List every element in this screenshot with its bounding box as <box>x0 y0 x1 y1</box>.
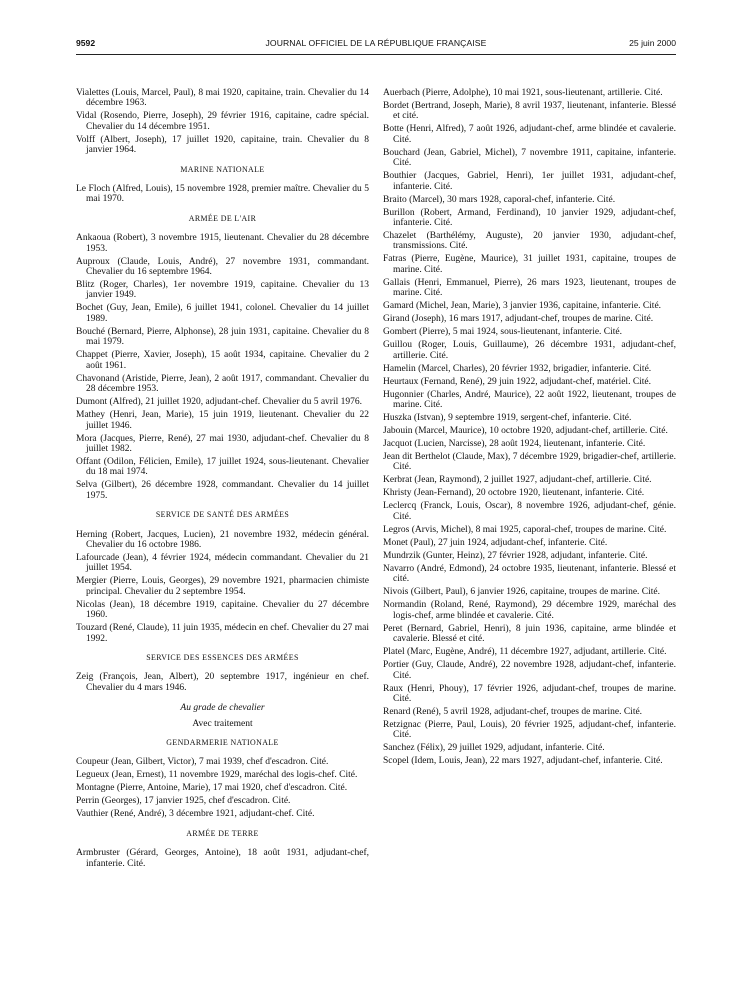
decoration-entry: Lafourcade (Jean), 4 février 1924, médecin commandant. Chevalier du 21 juillet 1954. <box>76 552 369 574</box>
decoration-entry: Gombert (Pierre), 5 mai 1924, sous-lieutenant, infanterie. Cité. <box>383 327 623 338</box>
decoration-entry: Kerbrat (Jean, Raymond), 2 juillet 1927, adjudant-chef, artillerie. Cité. <box>383 475 652 486</box>
decoration-entry: Portier (Guy, Claude, André), 22 novembre 1928, adjudant-chef, infanterie. Cité. <box>383 660 676 681</box>
section-heading: ARMÉE DE TERRE <box>186 828 259 838</box>
decoration-entry: Raux (Henri, Phouy), 17 février 1926, adjudant-chef, troupes de marine. Cité. <box>383 683 676 704</box>
decoration-entry: Legueux (Jean, Ernest), 11 novembre 1929, maréchal des logis-chef. Cité. <box>76 770 358 781</box>
decoration-entry: Bordet (Bertrand, Joseph, Marie), 8 avril 1937, lieutenant, infanterie. Blessé et cité. <box>383 101 676 122</box>
decoration-entry: Chappet (Pierre, Xavier, Joseph), 15 août 1934, capitaine. Chevalier du 2 août 1961. <box>76 350 369 371</box>
section-heading: ARMÉE DE L'AIR <box>188 213 257 223</box>
publication-date: 25 juin 2000 <box>629 38 676 48</box>
decoration-entry: Jean dit Berthelot (Claude, Max), 7 décembre 1929, brigadier-chef, artillerie. Cité. <box>383 452 676 473</box>
decoration-entry: Sanchez (Félix), 29 juillet 1929, adjudant, infanterie. Cité. <box>383 743 605 754</box>
decoration-entry: Mundrzik (Gunter, Heinz), 27 février 1928, adjudant, infanterie. Cité. <box>383 550 648 561</box>
decoration-entry: Mathey (Henri, Jean, Marie), 15 juin 1919, lieutenant. Chevalier du 22 juillet 1946. <box>76 410 369 431</box>
decoration-entry: Offant (Odilon, Félicien, Emile), 17 juillet 1924, sous-lieutenant. Chevalier du 18 mai 1974. <box>76 456 369 478</box>
left-column <box>76 88 369 872</box>
decoration-entry: Jabouin (Marcel, Maurice), 10 octobre 1920, adjudant-chef, artillerie. Cité. <box>383 426 668 437</box>
decoration-entry: Gallais (Henri, Emmanuel, Pierre), 26 mars 1923, lieutenant, troupes de marine. Cité. <box>383 277 676 299</box>
decoration-entry: Braito (Marcel), 30 mars 1928, caporal-chef, infanterie. Cité. <box>383 194 616 205</box>
decoration-entry: Nicolas (Jean), 18 décembre 1919, capitaine. Chevalier du 27 décembre 1960. <box>76 599 369 621</box>
decoration-entry: Bouthier (Jacques, Gabriel, Henri), 1er juillet 1931, adjudant-chef, infanterie. Cité. <box>383 171 676 192</box>
page-header <box>76 38 676 52</box>
decoration-entry: Vialettes (Louis, Marcel, Paul), 8 mai 1920, capitaine, train. Chevalier du 14 décembre 1963. <box>76 88 369 109</box>
header-rule <box>76 54 676 55</box>
decoration-entry: Peret (Bernard, Gabriel, Henri), 8 juin 1936, capitaine, arme blindée et cavalerie. Blessé et cité. <box>383 623 676 645</box>
decoration-entry: Auerbach (Pierre, Adolphe), 10 mai 1921, sous-lieutenant, artillerie. Cité. <box>383 88 663 98</box>
page-number: 9592 <box>76 38 96 48</box>
subheading: Avec traitement <box>192 718 253 729</box>
decoration-entry: Bouchard (Jean, Gabriel, Michel), 7 novembre 1911, capitaine, infanterie. Cité. <box>383 147 676 169</box>
decoration-entry: Monet (Paul), 27 juin 1924, adjudant-chef, infanterie. Cité. <box>383 537 608 548</box>
section-heading: MARINE NATIONALE <box>180 164 265 174</box>
section-heading: GENDARMERIE NATIONALE <box>166 738 279 747</box>
decoration-entry: Dumont (Alfred), 21 juillet 1920, adjudant-chef. Chevalier du 5 avril 1976. <box>76 397 362 408</box>
decoration-entry: Normandin (Roland, René, Raymond), 29 décembre 1929, maréchal des logis-chef, arme blindée et cavalerie. Cité. <box>383 600 676 621</box>
decoration-entry: Coupeur (Jean, Gilbert, Victor), 7 mai 1939, chef d'escadron. Cité. <box>76 757 329 768</box>
decoration-entry: Bochet (Guy, Jean, Emile), 6 juillet 1941, colonel. Chevalier du 14 juillet 1989. <box>76 303 369 324</box>
decoration-entry: Zeig (François, Jean, Albert), 20 septembre 1917, ingénieur en chef. Chevalier du 4 mars 1946. <box>76 672 369 693</box>
journal-title: JOURNAL OFFICIEL DE LA RÉPUBLIQUE FRANÇAISE <box>265 38 487 48</box>
decoration-entry: Platel (Marc, Eugène, André), 11 décembre 1927, adjudant, artillerie. Cité. <box>383 647 667 658</box>
decoration-entry: Perrin (Georges), 17 janvier 1925, chef d'escadron. Cité. <box>76 796 291 807</box>
decoration-entry: Botte (Henri, Alfred), 7 août 1926, adjudant-chef, arme blindée et cavalerie. Cité. <box>383 124 676 145</box>
decoration-entry: Fatras (Pierre, Eugène, Maurice), 31 juillet 1931, capitaine, troupes de marine. Cité. <box>383 254 676 275</box>
decoration-entry: Jacquot (Lucien, Narcisse), 28 août 1924, lieutenant, infanterie. Cité. <box>383 439 646 450</box>
decoration-entry: Navarro (André, Edmond), 24 octobre 1935, lieutenant, infanterie. Blessé et cité. <box>383 563 676 585</box>
decoration-entry: Retzignac (Pierre, Paul, Louis), 20 février 1925, adjudant-chef, infanterie. Cité. <box>383 719 676 741</box>
decoration-entry: Huszka (Istvan), 9 septembre 1919, sergent-chef, infanterie. Cité. <box>383 413 632 424</box>
decoration-entry: Girand (Joseph), 16 mars 1917, adjudant-chef, troupes de marine. Cité. <box>383 314 654 325</box>
decoration-entry: Vidal (Rosendo, Pierre, Joseph), 29 février 1916, capitaine, cadre spécial. Chevalier du 14 décembre 1951. <box>76 111 369 132</box>
decoration-entry: Le Floch (Alfred, Louis), 15 novembre 1928, premier maître. Chevalier du 5 mai 1970. <box>76 184 369 205</box>
decoration-entry: Montagne (Pierre, Antoine, Marie), 17 mai 1920, chef d'escadron. Cité. <box>76 783 348 794</box>
decoration-entry: Nivois (Gilbert, Paul), 6 janvier 1926, capitaine, troupes de marine. Cité. <box>383 587 661 598</box>
decoration-entry: Legros (Arvis, Michel), 8 mai 1925, caporal-chef, troupes de marine. Cité. <box>383 524 667 535</box>
decoration-entry: Chazelet (Barthélémy, Auguste), 20 janvier 1930, adjudant-chef, transmissions. Cité. <box>383 231 676 252</box>
decoration-entry: Leclercq (Franck, Louis, Oscar), 8 novembre 1926, adjudant-chef, génie. Cité. <box>383 501 676 522</box>
decoration-entry: Heurtaux (Fernand, René), 29 juin 1922, adjudant-chef, matériel. Cité. <box>383 376 652 387</box>
decoration-entry: Mergier (Pierre, Louis, Georges), 29 novembre 1921, pharmacien chimiste principal. Chevalier du 2 septembre 1954. <box>76 576 369 597</box>
decoration-entry: Blitz (Roger, Charles), 1er novembre 1919, capitaine. Chevalier du 13 janvier 1949. <box>76 280 369 301</box>
decoration-entry: Hugonnier (Charles, André, Maurice), 22 août 1922, lieutenant, troupes de marine. Cité. <box>383 389 676 411</box>
decoration-entry: Selva (Gilbert), 26 décembre 1928, commandant. Chevalier du 14 juillet 1975. <box>76 480 369 501</box>
section-heading: SERVICE DE SANTÉ DES ARMÉES <box>155 510 290 520</box>
decoration-entry: Vauthier (René, André), 3 décembre 1921, adjudant-chef. Cité. <box>76 809 315 820</box>
decoration-entry: Chavonand (Aristide, Pierre, Jean), 2 août 1917, commandant. Chevalier du 28 décembre 1953. <box>76 373 369 395</box>
decoration-entry: Armbruster (Gérard, Georges, Antoine), 18 août 1931, adjudant-chef, infanterie. Cité. <box>76 848 369 869</box>
decoration-entry: Mora (Jacques, Pierre, René), 27 mai 1930, adjudant-chef. Chevalier du 8 juillet 1982. <box>76 433 369 454</box>
decoration-entry: Renard (René), 5 avril 1928, adjudant-chef, troupes de marine. Cité. <box>383 706 643 717</box>
decoration-entry: Ankaoua (Robert), 3 novembre 1915, lieutenant. Chevalier du 28 décembre 1953. <box>76 233 369 254</box>
decoration-entry: Burillon (Robert, Armand, Ferdinand), 10 janvier 1929, adjudant-chef, infanterie. Cité. <box>383 207 676 229</box>
decoration-entry: Volff (Albert, Joseph), 17 juillet 1920, capitaine, train. Chevalier du 8 janvier 1964. <box>76 134 369 156</box>
section-heading: SERVICE DES ESSENCES DES ARMÉES <box>146 652 299 662</box>
decoration-entry: Guillou (Roger, Louis, Guillaume), 26 décembre 1931, adjudant-chef, artillerie. Cité. <box>383 340 676 361</box>
decoration-entry: Hamelin (Marcel, Charles), 20 février 1932, brigadier, infanterie. Cité. <box>383 363 652 374</box>
decoration-entry: Auproux (Claude, Louis, André), 27 novembre 1931, commandant. Chevalier du 16 septembre 1964. <box>76 256 369 278</box>
decoration-entry: Herning (Robert, Jacques, Lucien), 21 novembre 1932, médecin général. Chevalier du 16 octobre 1986. <box>76 529 369 550</box>
decoration-entry: Touzard (René, Claude), 11 juin 1935, médecin en chef. Chevalier du 27 mai 1992. <box>76 623 369 644</box>
right-column <box>383 88 676 769</box>
decoration-entry: Scopel (Idem, Louis, Jean), 22 mars 1927, adjudant-chef, infanterie. Cité. <box>383 756 663 767</box>
decoration-entry: Gamard (Michel, Jean, Marie), 3 janvier 1936, capitaine, infanterie. Cité. <box>383 301 662 312</box>
decoration-entry: Khristy (Jean-Fernand), 20 octobre 1920, lieutenant, infanterie. Cité. <box>383 488 645 499</box>
decoration-entry: Bouché (Bernard, Pierre, Alphonse), 28 juin 1931, capitaine. Chevalier du 8 mai 1979. <box>76 326 369 348</box>
grade-heading: Au grade de chevalier <box>180 703 265 714</box>
